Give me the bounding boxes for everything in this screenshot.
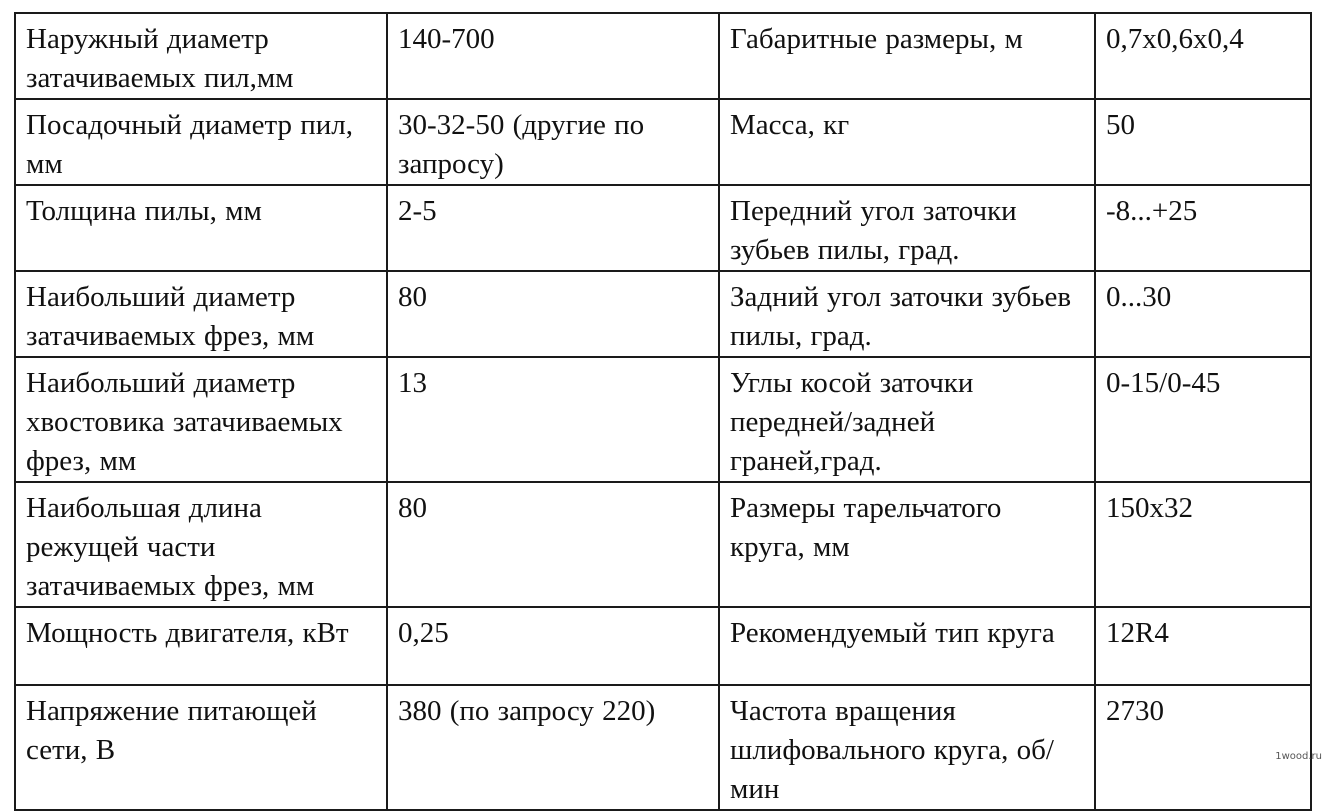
param-name-cell: Масса, кг [719,99,1095,185]
param-value-cell: 2730 [1095,685,1311,810]
param-value-cell: 0,7х0,6х0,4 [1095,13,1311,99]
param-name-cell: Рекомендуемый тип круга [719,607,1095,685]
param-name-cell: Размеры тарельчатого круга, мм [719,482,1095,607]
param-value-cell: 50 [1095,99,1311,185]
param-value-cell: 80 [387,482,719,607]
param-name-cell: Наибольший диаметр затачиваемых фрез, мм [15,271,387,357]
param-value-cell: 12R4 [1095,607,1311,685]
param-value-cell: 80 [387,271,719,357]
param-name-cell: Мощность двигателя, кВт [15,607,387,685]
param-value-cell: 30-32-50 (другие по запросу) [387,99,719,185]
param-value-cell: 0,25 [387,607,719,685]
param-value-cell: 2-5 [387,185,719,271]
table-row [15,99,1311,185]
param-value-cell: 380 (по запросу 220) [387,685,719,810]
table-row [15,482,1311,607]
specifications-table [14,12,1312,811]
param-value-cell: -8...+25 [1095,185,1311,271]
param-value-cell: 0...30 [1095,271,1311,357]
param-value-cell: 140-700 [387,13,719,99]
table-row [15,607,1311,685]
param-name-cell: Наибольшая длина режущей части затачиваемых фрез, мм [15,482,387,607]
param-name-cell: Напряжение питающей сети, В [15,685,387,810]
param-value-cell: 13 [387,357,719,482]
param-name-cell: Наибольший диаметр хвостовика затачиваемых фрез, мм [15,357,387,482]
param-name-cell: Углы косой заточки передней/задней граней,град. [719,357,1095,482]
table-row [15,13,1311,99]
param-name-cell: Толщина пилы, мм [15,185,387,271]
table-row [15,185,1311,271]
param-name-cell: Наружный диаметр затачиваемых пил,мм [15,13,387,99]
param-name-cell: Передний угол заточки зубьев пилы, град. [719,185,1095,271]
table-row [15,685,1311,810]
table-row [15,357,1311,482]
watermark-text: 1wood.ru [1275,751,1322,762]
param-name-cell: Частота вращения шлифовального круга, об/мин [719,685,1095,810]
param-name-cell: Задний угол заточки зубьев пилы, град. [719,271,1095,357]
param-name-cell: Посадочный диаметр пил, мм [15,99,387,185]
table-row [15,271,1311,357]
param-value-cell: 150х32 [1095,482,1311,607]
param-value-cell: 0-15/0-45 [1095,357,1311,482]
param-name-cell: Габаритные размеры, м [719,13,1095,99]
